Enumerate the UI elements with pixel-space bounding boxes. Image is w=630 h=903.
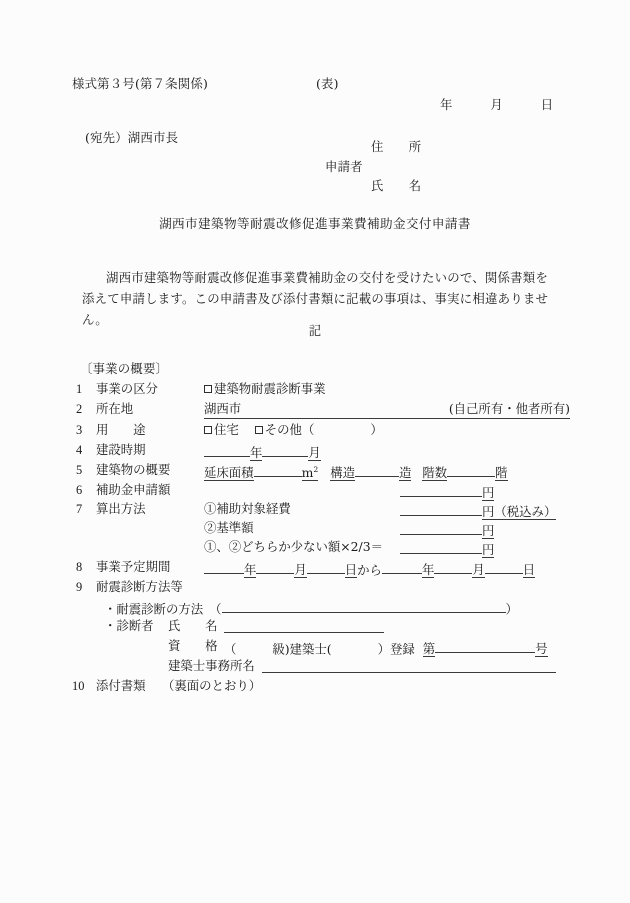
- item-8-start-day-blank[interactable]: [307, 561, 345, 574]
- item-3-option1-label: 住宅: [214, 422, 239, 437]
- item-10-number: 10: [72, 679, 85, 693]
- item-2-number: 2: [76, 402, 83, 416]
- item-3-usage-options[interactable]: [204, 424, 383, 436]
- item-5-structure-label: 構造: [330, 465, 355, 481]
- item-9-bullet-2: ・: [104, 618, 117, 633]
- item-9-method-blank[interactable]: [222, 600, 506, 613]
- item-5-area-blank[interactable]: [254, 464, 302, 477]
- item-7-row3-label: ①、②どちらか少ない額×2/3＝: [204, 539, 384, 554]
- item-4-year-blank[interactable]: [204, 444, 250, 457]
- addressee: (宛先）湖西市長: [85, 130, 179, 145]
- checkbox-other[interactable]: [255, 426, 263, 434]
- item-9-registration-blank[interactable]: [435, 640, 535, 653]
- item-8-end-day-unit: 日: [522, 562, 536, 578]
- item-7-row2-blank[interactable]: [400, 522, 482, 535]
- item-5-floors-label: 階数: [422, 465, 448, 481]
- item-9-name-label: 氏 名: [168, 618, 218, 633]
- body-paragraph-text: 湖西市建築物等耐震改修促進事業費補助金の交付を受けたいので、関係書類を添えて申請します。この申請書及び添付書類に記載の事項は、事実に相違ありません。: [82, 270, 548, 327]
- item-1-checkbox-label: 建築物耐震診断事業: [214, 381, 326, 396]
- item-9-office-blank[interactable]: [262, 660, 556, 673]
- item-2-ownership-note: (自己所有・他者所有): [448, 401, 570, 416]
- item-2-value: 湖西市: [204, 401, 242, 416]
- item-9-registration-label: 第: [422, 641, 436, 657]
- item-9-diagnostician-row: [104, 620, 154, 632]
- item-4-month-unit: 月: [308, 445, 321, 461]
- item-8-start-day-unit: 日: [344, 562, 358, 578]
- item-7-label: 算出方法: [96, 501, 146, 516]
- side-marker: (表): [316, 76, 339, 91]
- item-8-start-month-blank[interactable]: [256, 561, 294, 574]
- item-8-end-month-unit: 月: [472, 562, 485, 578]
- ki-marker: 記: [308, 323, 322, 338]
- item-8-period-field[interactable]: [204, 561, 535, 578]
- item-9-name-field[interactable]: [224, 620, 384, 636]
- item-9-diagnostician-label: 診断者: [116, 618, 154, 633]
- item-7-row3-unit: 円: [482, 542, 495, 558]
- checkbox-seismic-diagnosis[interactable]: [204, 385, 212, 393]
- item-8-label: 事業予定期間: [96, 559, 171, 574]
- item-7-row1-note: （税込み）: [494, 504, 557, 520]
- item-5-floors-unit: 階: [495, 465, 508, 481]
- date-line: 年 月 日: [440, 97, 554, 112]
- item-5-structure-blank[interactable]: [355, 464, 399, 477]
- item-4-year-unit: 年: [250, 445, 263, 461]
- item-8-end-year-blank[interactable]: [382, 561, 422, 574]
- item-2-label: 所在地: [96, 401, 134, 416]
- item-2-location-field[interactable]: [204, 403, 570, 419]
- item-7-number: 7: [76, 502, 83, 516]
- item-8-end-year-unit: 年: [421, 562, 435, 578]
- item-9-method-label: 耐震診断の方法: [116, 601, 204, 617]
- item-3-label: 用 途: [96, 422, 146, 437]
- item-8-end-month-blank[interactable]: [434, 561, 472, 574]
- item-9-method-open-paren: （: [209, 601, 222, 617]
- item-9-qualification-close: ）登録: [377, 641, 415, 657]
- body-paragraph: [82, 267, 548, 330]
- item-9-qualification-open-paren: （: [224, 641, 237, 657]
- item-7-row3-blank[interactable]: [400, 541, 482, 554]
- item-10-note: （裏面のとおり）: [162, 678, 262, 693]
- item-5-label: 建築物の概要: [96, 462, 171, 477]
- item-6-amount-field[interactable]: [400, 484, 494, 501]
- item-7-row2-field[interactable]: [400, 522, 494, 539]
- item-3-open-paren: （: [301, 422, 315, 437]
- item-9-bullet-1: ・: [104, 601, 117, 617]
- item-8-start-year-unit: 年: [244, 562, 257, 578]
- item-5-building-outline[interactable]: [204, 464, 508, 481]
- item-5-structure-unit: 造: [398, 465, 412, 481]
- item-8-start-month-unit: 月: [294, 562, 307, 578]
- item-8-connector: から: [357, 562, 382, 578]
- item-4-construction-period[interactable]: [204, 444, 321, 461]
- item-9-label: 耐震診断方法等: [96, 579, 183, 594]
- item-3-close-paren: ）: [370, 422, 383, 437]
- item-7-row2-unit: 円: [482, 523, 495, 539]
- item-5-number: 5: [76, 463, 83, 477]
- item-9-office-label: 建築士事務所名: [168, 658, 255, 673]
- item-5-area-label: 延床面積: [204, 465, 254, 481]
- item-9-qualification-row[interactable]: [224, 640, 548, 657]
- item-9-qualification-label: 資 格: [168, 638, 218, 653]
- item-4-number: 4: [76, 443, 83, 457]
- item-1-checkbox-row[interactable]: [204, 383, 326, 395]
- item-1-label: 事業の区分: [96, 381, 158, 396]
- item-4-label: 建設時期: [96, 442, 146, 457]
- item-8-end-day-blank[interactable]: [485, 561, 523, 574]
- checkbox-residence[interactable]: [204, 426, 212, 434]
- page-title: 湖西市建築物等耐震改修促進事業費補助金交付申請書: [159, 216, 471, 231]
- item-7-row2-label: ②基準額: [204, 520, 254, 535]
- form-number: 様式第３号(第７条関係): [72, 76, 208, 91]
- item-6-number: 6: [76, 483, 83, 497]
- item-9-method-close-paren: ）: [505, 601, 518, 617]
- item-6-label: 補助金申請額: [96, 482, 171, 497]
- applicant-group-label: 申請者: [325, 159, 363, 174]
- applicant-name-label: 氏 名: [371, 178, 422, 193]
- item-3-number: 3: [76, 423, 83, 437]
- item-9-name-blank[interactable]: [224, 620, 384, 633]
- item-5-area-unit: $m^2$: [301, 465, 319, 481]
- item-8-number: 8: [76, 560, 83, 574]
- applicant-address-label: 住 所: [371, 139, 422, 154]
- item-7-row1-field[interactable]: [400, 503, 556, 520]
- item-3-option2-label: その他: [264, 422, 302, 437]
- item-10-label: 添付書類: [96, 678, 146, 693]
- item-6-amount-blank[interactable]: [400, 484, 482, 497]
- item-6-currency-unit: 円: [482, 485, 495, 501]
- item-4-month-blank[interactable]: [262, 444, 308, 457]
- item-7-row3-field[interactable]: [400, 541, 494, 558]
- item-9-number: 9: [76, 580, 83, 594]
- item-8-start-year-blank[interactable]: [204, 561, 244, 574]
- item-5-floors-blank[interactable]: [447, 464, 495, 477]
- item-7-row1-unit: 円: [482, 504, 495, 520]
- item-9-registration-unit: 号: [535, 641, 548, 657]
- item-9-method-row[interactable]: [104, 600, 518, 616]
- section-heading: 〔事業の概要〕: [80, 361, 169, 376]
- item-7-row1-label: ①補助対象経費: [204, 501, 291, 516]
- item-9-grade-unit: 級)建築士(: [272, 641, 332, 657]
- item-1-number: 1: [76, 382, 83, 396]
- item-9-office-field[interactable]: [262, 660, 556, 676]
- item-7-row1-blank[interactable]: [400, 503, 482, 516]
